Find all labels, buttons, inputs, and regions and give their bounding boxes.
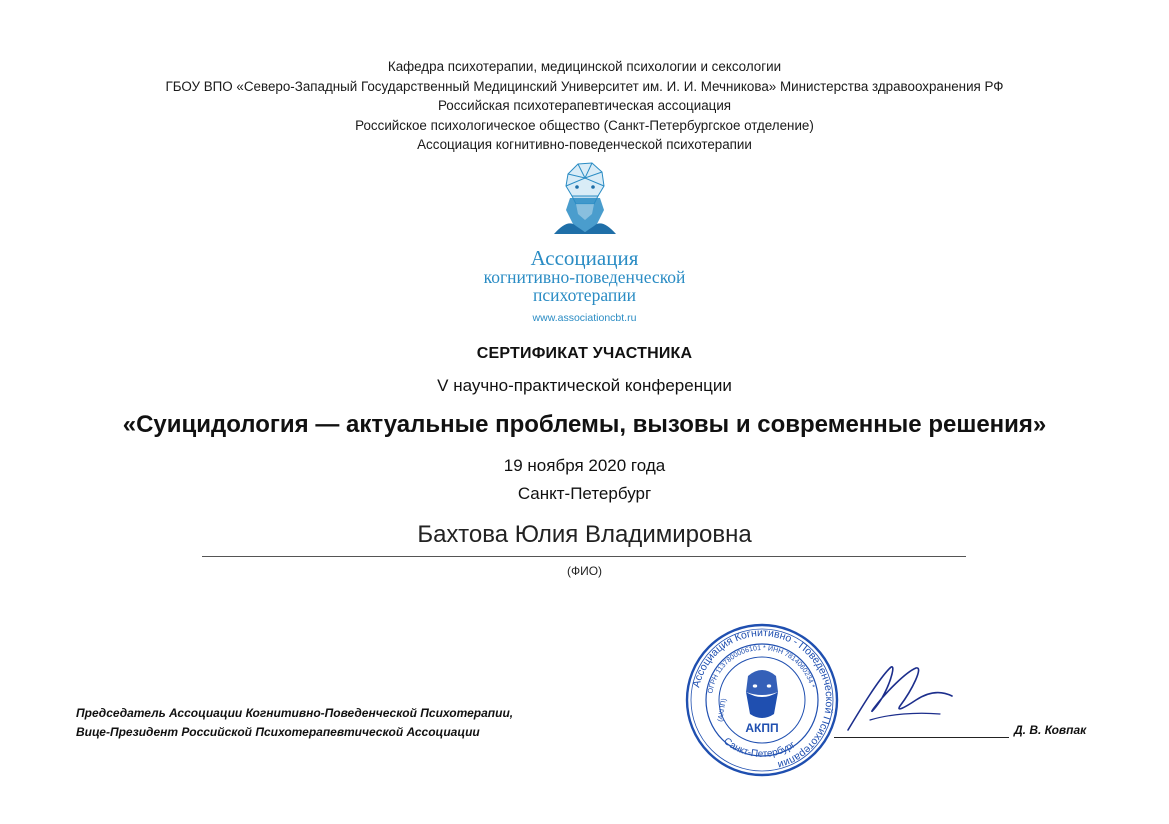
chair-title xyxy=(76,704,513,742)
conference-line: V научно-практической конференции xyxy=(437,376,732,395)
org-line-rpo: Российское психологическое общество (Санкт-Петербургское отделение) xyxy=(355,117,814,133)
organizations-header xyxy=(0,57,1169,155)
seal-inner-ring-text: ОГРН 1137800006101 * ИНН 7814060234 * xyxy=(707,644,816,695)
org-line-university: ГБОУ ВПО «Северо-Западный Государственный Медицинский Университет им. И. И. Мечникова» Министерства здравоохранения РФ xyxy=(165,78,1004,94)
seal-ring-text: Ассоциация Когнитивно - Поведенческой Психотерапии xyxy=(690,626,836,771)
signer-name: Д. В. Ковпак xyxy=(1014,723,1087,737)
seal-abbr-left: (АКПП) xyxy=(717,698,729,723)
logo-line-1: Ассоциация xyxy=(530,246,639,270)
bearded-man-portrait-icon xyxy=(548,160,622,238)
chair-line-2: Вице-Президент Российской Психотерапевтической Ассоциации xyxy=(76,725,480,739)
association-url: www.associationcbt.ru xyxy=(532,312,637,324)
name-caption: (ФИО) xyxy=(566,564,603,578)
certificate-title: СЕРТИФИКАТ УЧАСТНИКА xyxy=(476,345,693,362)
conference-city: Санкт-Петербург xyxy=(517,484,652,503)
participant-name: Бахтова Юлия Владимировна xyxy=(417,521,752,548)
signature-line xyxy=(834,737,1009,738)
org-line-rpa: Российская психотерапевтическая ассоциация xyxy=(437,98,732,114)
conference-date: 19 ноября 2020 года xyxy=(503,456,666,475)
association-logo-text xyxy=(0,248,1169,304)
logo-line-2: когнитивно-поведенческой xyxy=(483,267,686,287)
seal-center-label: АКПП xyxy=(745,721,779,735)
seal-portrait-icon xyxy=(746,670,778,718)
chair-line-1: Председатель Ассоциации Когнитивно-Поведенческой Психотерапии, xyxy=(76,706,514,720)
org-line-acbt: Ассоциация когнитивно-поведенческой психотерапии xyxy=(417,137,752,153)
seal-city-text: Санкт-Петербург xyxy=(721,735,798,760)
logo-line-3: психотерапии xyxy=(533,285,636,305)
association-seal xyxy=(684,622,840,778)
conference-title: «Суицидология — актуальные проблемы, вызовы и современные решения» xyxy=(122,411,1047,438)
org-line-department: Кафедра психотерапии, медицинской психологии и сексологии xyxy=(387,59,782,74)
name-underline xyxy=(202,556,966,557)
handwritten-signature xyxy=(820,650,970,740)
